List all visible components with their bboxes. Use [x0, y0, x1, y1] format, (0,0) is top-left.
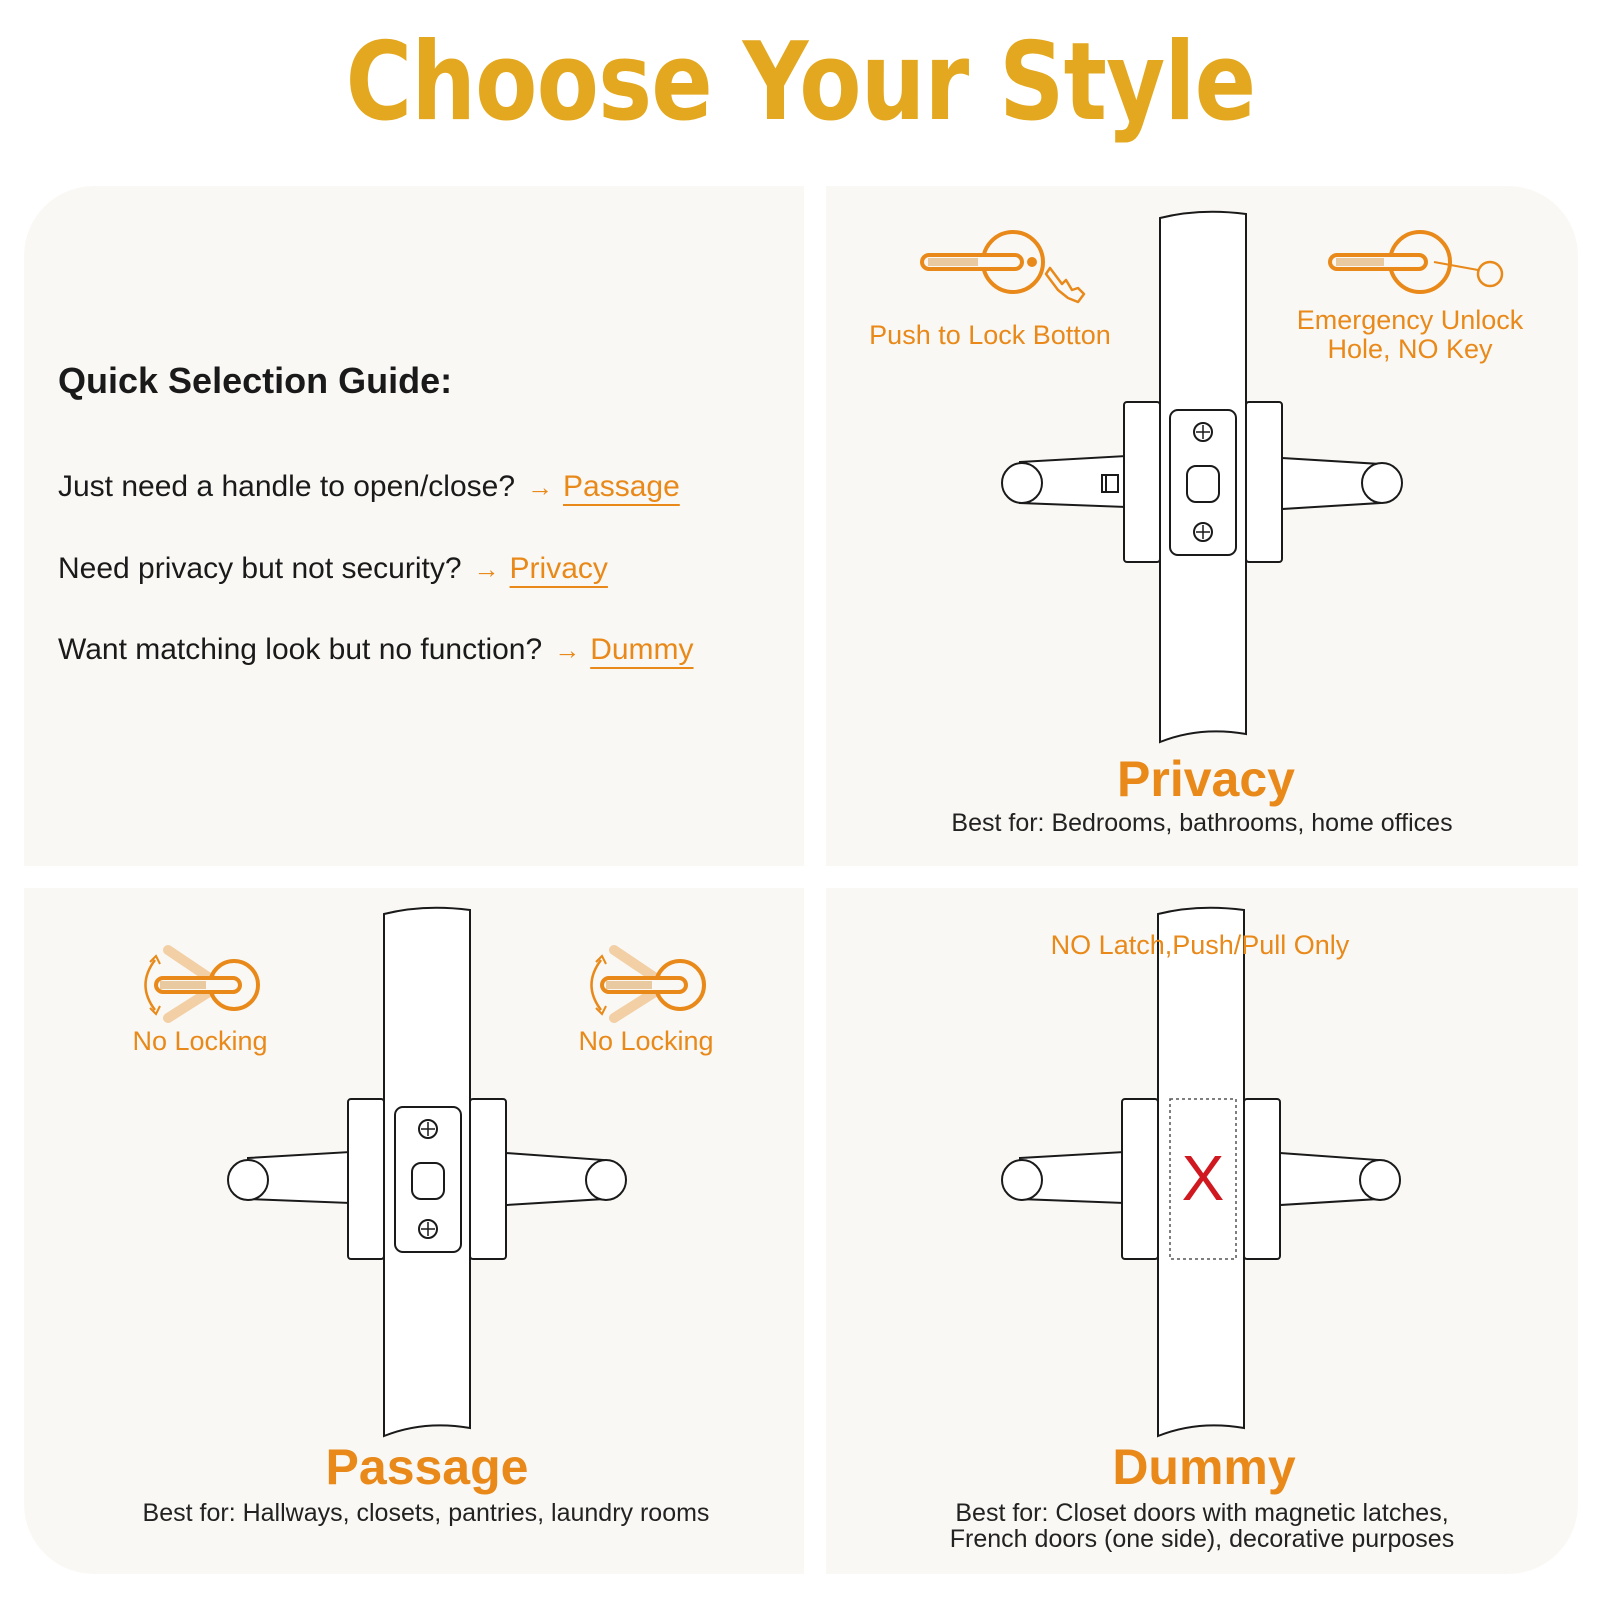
- emergency-line-2: Hole, NO Key: [1327, 334, 1493, 364]
- privacy-label-push: Push to Lock Botton: [869, 320, 1111, 350]
- guide-link-privacy[interactable]: Privacy: [509, 552, 608, 585]
- guide-question: Need privacy but not security?: [58, 552, 462, 585]
- privacy-best-for: Best for: Bedrooms, bathrooms, home offices: [951, 809, 1453, 837]
- guide-question: Want matching look but no function?: [58, 633, 543, 666]
- passage-best-for: Best for: Hallways, closets, pantries, laundry rooms: [142, 1499, 710, 1527]
- x-mark-icon: X: [1181, 1142, 1225, 1214]
- page-title: Choose Your Style: [345, 20, 1256, 145]
- passage-label-right: No Locking: [578, 1026, 714, 1056]
- guide-heading: Quick Selection Guide:: [58, 360, 453, 401]
- dummy-label-top: NO Latch,Push/Pull Only: [1050, 930, 1350, 960]
- dummy-title: Dummy: [1112, 1439, 1296, 1495]
- guide-question: Just need a handle to open/close?: [58, 470, 516, 503]
- right-lever-handle: [1280, 1153, 1400, 1205]
- privacy-title: Privacy: [1117, 751, 1295, 807]
- dummy-best-line-1: Best for: Closet doors with magnetic latches,: [955, 1499, 1449, 1527]
- passage-label-left: No Locking: [132, 1026, 268, 1056]
- dummy-best-for: [826, 1500, 1578, 1552]
- dummy-best-line-2: French doors (one side), decorative purposes: [949, 1525, 1455, 1553]
- arrow-right-icon: →: [473, 554, 500, 584]
- arrow-right-icon: →: [554, 635, 581, 665]
- emergency-line-1: Emergency Unlock: [1296, 305, 1524, 335]
- passage-title: Passage: [325, 1439, 529, 1495]
- arrow-right-icon: →: [527, 472, 554, 502]
- left-lever-handle: [1002, 1152, 1124, 1203]
- guide-link-passage[interactable]: Passage: [563, 470, 680, 503]
- guide-link-dummy[interactable]: Dummy: [590, 633, 694, 666]
